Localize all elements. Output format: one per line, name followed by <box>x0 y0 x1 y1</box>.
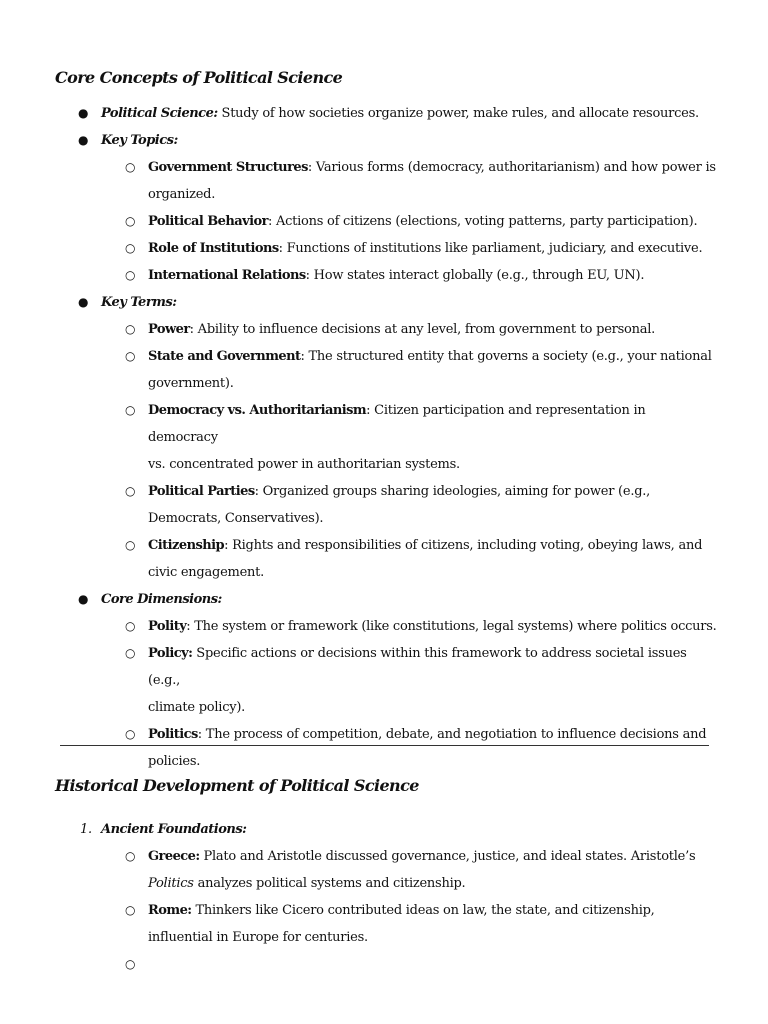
sublist-item-political-behavior <box>0 208 768 235</box>
section-title-core-concepts: Core Concepts of Political Science <box>55 68 343 87</box>
subitem-text: : Various forms (democracy, authoritarianism) and how power is organized. <box>148 160 716 202</box>
hollow-bullet-icon: ○ <box>125 214 136 228</box>
sublist-item-government-structures <box>0 154 768 208</box>
subitem-text-tail: analyzes political systems and citizenship. <box>193 876 466 891</box>
sublist-item-citizenship <box>0 532 768 586</box>
subitem-term: Government Structures <box>148 160 308 175</box>
list-number: 1. <box>80 822 92 837</box>
subitem-text: : Ability to influence decisions at any level, from government to personal. <box>189 322 656 337</box>
sublist-item-state-and-government <box>0 343 768 397</box>
sublist-item-politics <box>0 721 768 775</box>
historical-development-list <box>0 816 768 978</box>
sublist-item-political-parties <box>0 478 768 532</box>
subitem-term: Political Behavior <box>148 214 268 229</box>
list-item-core-dimensions <box>0 586 768 775</box>
key-terms-sublist <box>0 316 768 586</box>
subitem-text: : Organized groups sharing ideologies, aiming for power (e.g., Democrats, Conservatives). <box>148 484 651 526</box>
item-term: Political Science: <box>101 106 218 121</box>
section-title-historical-development: Historical Development of Political Science <box>55 776 419 795</box>
book-title: Politics <box>148 876 194 891</box>
sublist-item-power <box>0 316 768 343</box>
subitem-term: Democracy vs. Authoritarianism <box>148 403 367 418</box>
subitem-text: : Rights and responsibilities of citizens, including voting, obeying laws, and civic engagement. <box>148 538 703 580</box>
hollow-bullet-icon: ○ <box>125 484 136 498</box>
hollow-bullet-icon: ○ <box>125 619 136 633</box>
subitem-text: Specific actions or decisions within this framework to address societal issues (e.g., climate policy). <box>148 646 687 715</box>
subitem-term: Policy: <box>148 646 193 661</box>
item-term: Key Topics: <box>101 133 178 148</box>
list-item-ancient-foundations <box>0 816 768 978</box>
subitem-term: Polity <box>148 619 187 634</box>
subitem-term: Political Parties <box>148 484 255 499</box>
subitem-text: : The process of competition, debate, and negotiation to influence decisions and policies. <box>148 727 707 769</box>
bullet-icon: ● <box>78 106 89 120</box>
subitem-text: : How states interact globally (e.g., through EU, UN). <box>305 268 645 283</box>
core-concepts-list <box>0 100 768 775</box>
subitem-term: Role of Institutions <box>148 241 279 256</box>
sublist-item-democracy-vs-authoritarianism <box>0 397 768 478</box>
sublist-item-empty <box>0 951 768 978</box>
subitem-text: Thinkers like Cicero contributed ideas on law, the state, and citizenship, influential in Europe for centuries. <box>148 903 655 945</box>
item-term: Core Dimensions: <box>101 592 222 607</box>
subitem-term: Greece: <box>148 849 200 864</box>
subitem-term: International Relations <box>148 268 306 283</box>
item-text: Study of how societies organize power, make rules, and allocate resources. <box>217 106 699 121</box>
sublist-item-international-relations <box>0 262 768 289</box>
horizontal-divider <box>60 745 709 746</box>
list-item-key-topics <box>0 127 768 289</box>
hollow-bullet-icon: ○ <box>125 160 136 174</box>
hollow-bullet-icon: ○ <box>125 538 136 552</box>
subitem-text: : Functions of institutions like parliament, judiciary, and executive. <box>278 241 703 256</box>
subitem-text: : The system or framework (like constitutions, legal systems) where politics occurs. <box>186 619 717 634</box>
item-term: Key Terms: <box>101 295 177 310</box>
sublist-item-rome <box>0 897 768 951</box>
list-item-political-science <box>0 100 768 127</box>
subitem-term: Rome: <box>148 903 192 918</box>
subitem-term: Power <box>148 322 190 337</box>
item-term: Ancient Foundations: <box>101 822 247 837</box>
hollow-bullet-icon: ○ <box>125 241 136 255</box>
hollow-bullet-icon: ○ <box>125 322 136 336</box>
sublist-item-policy <box>0 640 768 721</box>
subitem-text: : Citizen participation and representation in democracy vs. concentrated power in authoritarian systems. <box>148 403 646 472</box>
hollow-bullet-icon: ○ <box>125 349 136 363</box>
subitem-term: Politics <box>148 727 198 742</box>
subitem-text: Plato and Aristotle discussed governance, justice, and ideal states. Aristotle’s <box>203 849 696 864</box>
hollow-bullet-icon: ○ <box>125 849 136 863</box>
hollow-bullet-icon: ○ <box>125 403 136 417</box>
bullet-icon: ● <box>78 592 89 606</box>
subitem-term: Citizenship <box>148 538 225 553</box>
bullet-icon: ● <box>78 133 89 147</box>
subitem-text: : The structured entity that governs a society (e.g., your national government). <box>148 349 712 391</box>
bullet-icon: ● <box>78 295 89 309</box>
sublist-item-polity <box>0 613 768 640</box>
key-topics-sublist <box>0 154 768 289</box>
subitem-term: State and Government <box>148 349 301 364</box>
hollow-bullet-icon: ○ <box>125 957 136 971</box>
list-item-key-terms <box>0 289 768 586</box>
sublist-item-role-of-institutions <box>0 235 768 262</box>
hollow-bullet-icon: ○ <box>125 903 136 917</box>
hollow-bullet-icon: ○ <box>125 727 136 741</box>
hollow-bullet-icon: ○ <box>125 646 136 660</box>
core-dimensions-sublist <box>0 613 768 775</box>
hollow-bullet-icon: ○ <box>125 268 136 282</box>
ancient-foundations-sublist <box>0 843 768 978</box>
subitem-text: : Actions of citizens (elections, voting patterns, party participation). <box>267 214 698 229</box>
sublist-item-greece <box>0 843 768 897</box>
